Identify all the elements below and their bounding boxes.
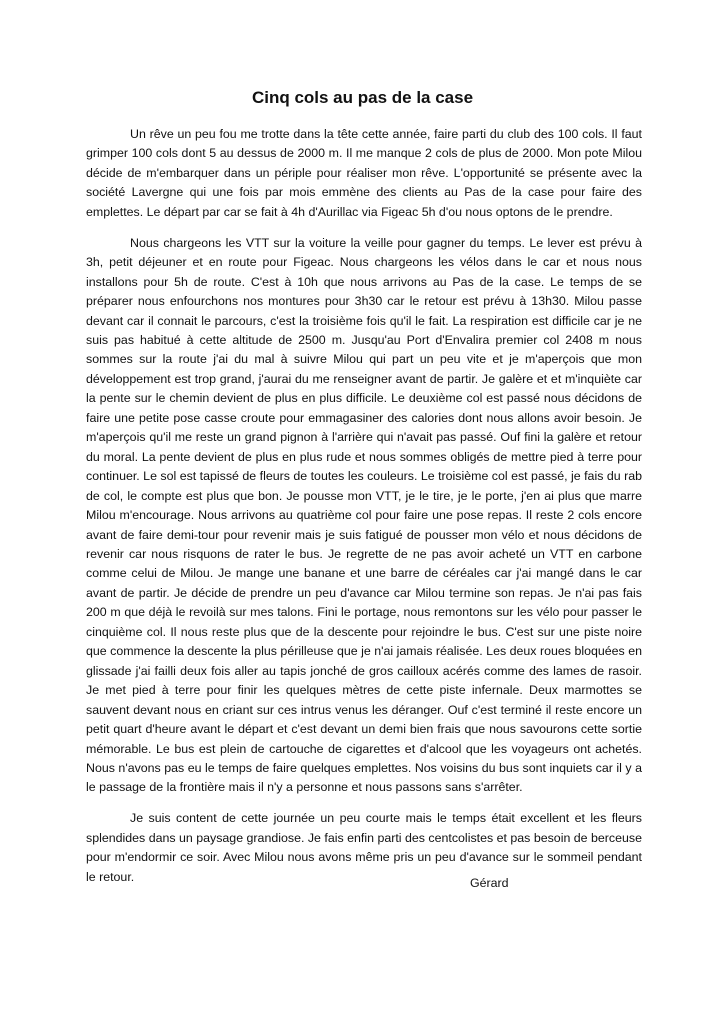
paragraph-1: Un rêve un peu fou me trotte dans la tête cette année, faire parti du club des 100 cols. Il faut grimper 100 cols dont 5 au dessus de 2000 m. Il me manque 2 cols de plus de 2000. Mon pote Milou décide de m'embarquer dans un périple pour réaliser mon rêve. L'opportunité se présente avec la société Lavergne qui une fois par mois emmène des clients au Pas de la case pour faire des emplettes. Le départ par car se fait à 4h d'Aurillac via Figeac 5h d'ou nous optons de le prendre. bbox=[86, 127, 642, 219]
paragraph-2: Nous chargeons les VTT sur la voiture la veille pour gagner du temps. Le lever est prévu à 3h, petit déjeuner et en route pour Figeac. Nous chargeons les vélos dans le car et nous nous installons pour 5h de route. C'est à 10h que nous arrivons au Pas de la case. Le temps de se préparer nous enfourchons nos montures pour 3h30 car le retour est prévu à 13h30. Milou passe devant car il connait le parcours, c'est la troisième fois qu'il le fait. La respiration est difficile car je ne suis pas habitué à cette altitude de 2500 m. Jusqu'au Port d'Envalira premier col 2408 m nous sommes sur la route j'ai du mal à suivre Milou qui part un peu vite et je m'aperçois que mon développement est trop grand, j'aurai du me renseigner avant de partir. Je galère et et m'inquiète car la pente sur le chemin devient de plus en plus difficile. Le deuxième col est passé nous décidons de faire une petite pose casse croute pour emmagasiner des calories dont nous allons avoir besoin. Je m'aperçois qu'il me reste un grand pignon à l'arrière qui n'avait pas passé. Ouf fini la galère et retour du moral. La pente devient de plus en plus rude et nous sommes obligés de mettre pied à terre pour continuer. Le sol est tapissé de fleurs de toutes les couleurs. Le troisième col est passé, je fais du rab de col, le compte est plus que bon. Je pousse mon VTT, je le tire, je le porte, j'en ai plus que marre Milou m'encourage. Nous arrivons au quatrième col pour faire une pose repas. Il reste 2 cols encore avant de faire demi-tour pour revenir mais je suis fatigué de pousser mon vélo et nous décidons de revenir car nous risquons de rater le bus. Je regrette de ne pas avoir acheté un VTT en carbone comme celui de Milou. Je mange une banane et une barre de céréales car j'ai mangé dans le car avant de partir. Je décide de prendre un peu d'avance car Milou termine son repas. Je n'ai pas fais 200 m que déjà le revoilà sur mes talons. Fini le portage, nous remontons sur les vélo pour passer le cinquième col. Il nous reste plus que de la descente pour rejoindre le bus. C'est sur une piste noire que commence la descente la plus périlleuse que je n'ai jamais réalisée. Les deux roues bloquées en glissade j'ai failli deux fois aller au tapis jonché de gros cailloux acérés comme des lames de rasoir. Je met pied à terre pour finir les quelques mètres de cette piste infernale. Deux marmottes se sauvent devant nous en criant sur ces intrus venus les déranger. Ouf c'est terminé il reste encore un petit quart d'heure avant le départ et c'est devant un demi bien frais que nous savourons cette sortie mémorable. Le bus est plein de cartouche de cigarettes et d'alcool que les voyageurs ont achetés. Nous n'avons pas eu le temps de faire quelques emplettes. Nos voisins du bus sont inquiets car il y a le passage de la frontière mais il n'y a personne et nous passons sans s'arrêter. bbox=[86, 235, 642, 795]
document-title: Cinq cols au pas de la case bbox=[251, 88, 474, 107]
paragraph-3: Je suis content de cette journée un peu courte mais le temps était excellent et les fleurs splendides dans un paysage grandiose. Je fais enfin parti des centcolistes et pas besoin de berceuse pour m'endormir ce soir. Avec Milou nous avons même pris un peu d'avance sur le sommeil pendant le retour. bbox=[86, 811, 642, 884]
document-body bbox=[86, 125, 642, 887]
signature: Gérard bbox=[470, 876, 509, 890]
